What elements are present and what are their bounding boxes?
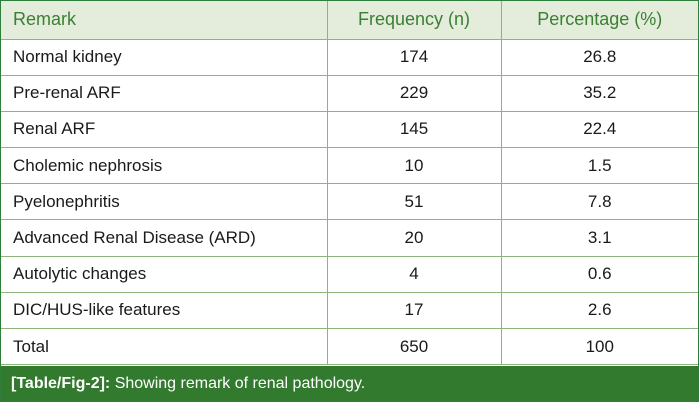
table-row [1, 184, 698, 220]
cell-remark: DIC/HUS-like features [1, 292, 327, 328]
cell-frequency: 229 [327, 75, 501, 111]
table-row [1, 111, 698, 147]
cell-remark: Autolytic changes [1, 256, 327, 292]
header-remark: Remark [1, 1, 327, 39]
table-row [1, 256, 698, 292]
cell-frequency: 650 [327, 329, 501, 365]
table-row [1, 292, 698, 328]
cell-frequency: 4 [327, 256, 501, 292]
cell-frequency: 145 [327, 111, 501, 147]
table-row [1, 75, 698, 111]
cell-percentage: 0.6 [501, 256, 698, 292]
cell-frequency: 20 [327, 220, 501, 256]
cell-frequency: 10 [327, 148, 501, 184]
cell-remark: Advanced Renal Disease (ARD) [1, 220, 327, 256]
cell-percentage: 1.5 [501, 148, 698, 184]
cell-percentage: 26.8 [501, 39, 698, 75]
table-row [1, 220, 698, 256]
table-header-row [1, 1, 698, 39]
table-row [1, 39, 698, 75]
cell-remark: Cholemic nephrosis [1, 148, 327, 184]
renal-pathology-table [1, 1, 698, 365]
table-row [1, 329, 698, 365]
cell-percentage: 2.6 [501, 292, 698, 328]
cell-remark: Normal kidney [1, 39, 327, 75]
caption-reference: [Table/Fig-2]: [11, 375, 111, 392]
cell-remark: Renal ARF [1, 111, 327, 147]
cell-frequency: 51 [327, 184, 501, 220]
header-frequency: Frequency (n) [327, 1, 501, 39]
cell-frequency: 17 [327, 292, 501, 328]
cell-frequency: 174 [327, 39, 501, 75]
cell-percentage: 22.4 [501, 111, 698, 147]
cell-percentage: 7.8 [501, 184, 698, 220]
cell-percentage: 100 [501, 329, 698, 365]
cell-remark: Pre-renal ARF [1, 75, 327, 111]
table-row [1, 148, 698, 184]
cell-percentage: 3.1 [501, 220, 698, 256]
cell-remark: Pyelonephritis [1, 184, 327, 220]
cell-remark: Total [1, 329, 327, 365]
header-percentage: Percentage (%) [501, 1, 698, 39]
cell-percentage: 35.2 [501, 75, 698, 111]
figure-caption [1, 366, 698, 401]
caption-text: Showing remark of renal pathology. [110, 375, 366, 392]
